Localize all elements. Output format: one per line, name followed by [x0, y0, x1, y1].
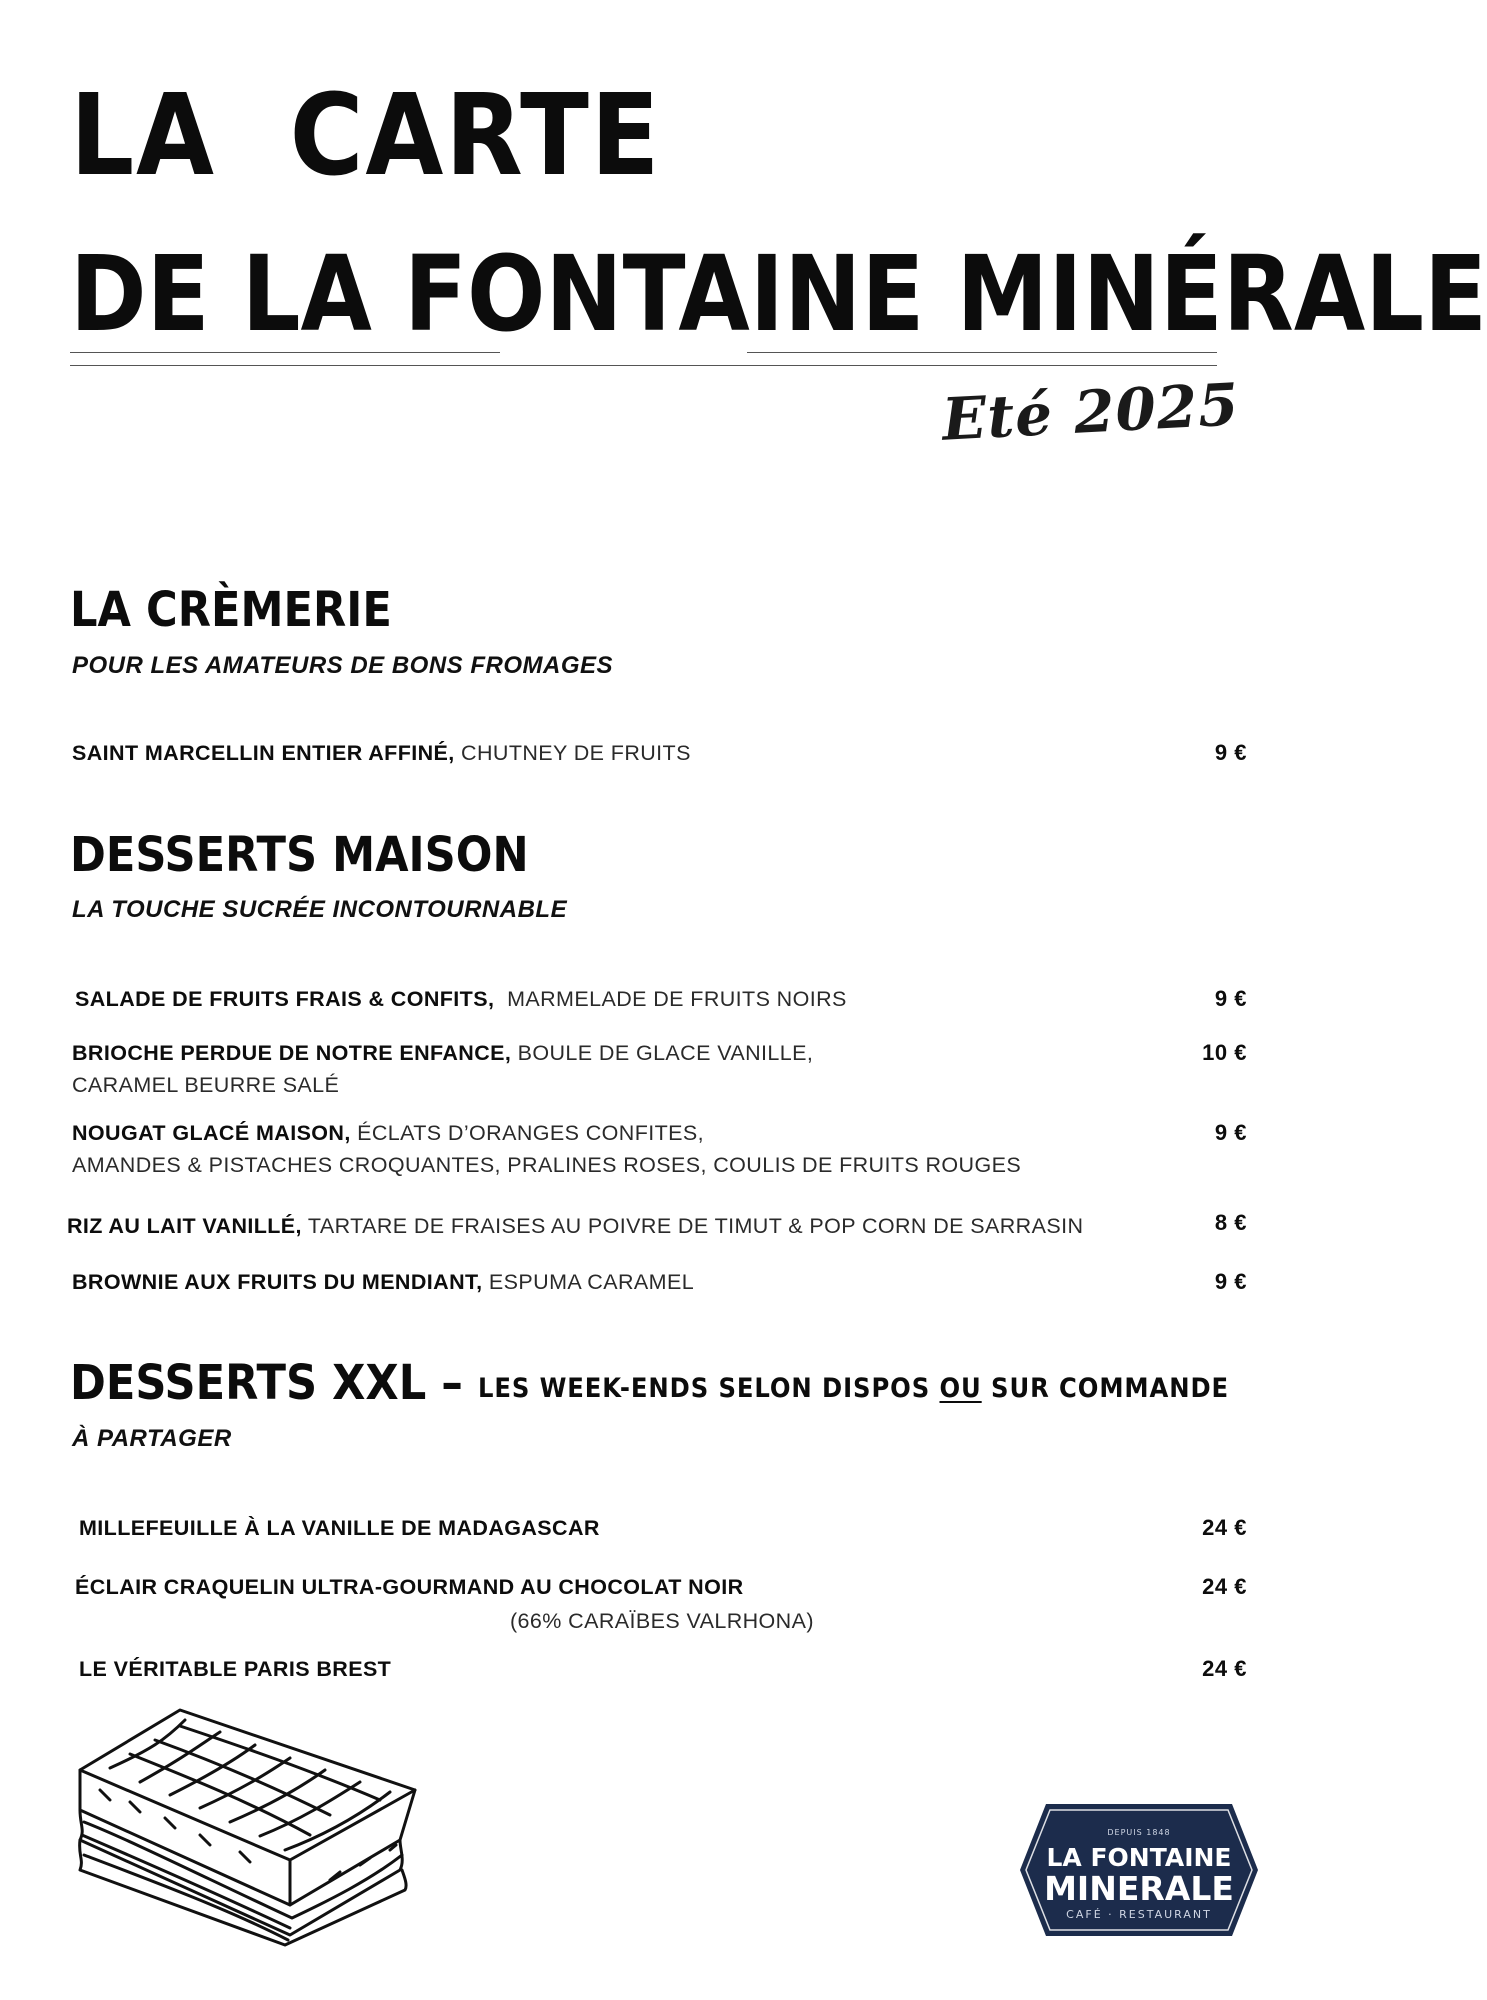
item-price: 9 € — [1214, 1120, 1247, 1145]
item-name: MILLEFEUILLE À LA VANILLE DE MADAGASCAR — [79, 1516, 600, 1540]
page-title-line-2: DE LA FONTAINE MINÉRALE — [70, 233, 1487, 355]
section-title-desserts-maison: DESSERTS MAISON — [70, 827, 529, 883]
logo-line-3: CAFÉ · RESTAURANT — [1066, 1908, 1212, 1921]
section-title-dash: – — [426, 1355, 478, 1411]
item-description: MARMELADE DE FRUITS NOIRS — [494, 987, 847, 1011]
item-price: 9 € — [1214, 740, 1247, 765]
item-price: 24 € — [1202, 1574, 1247, 1599]
section-subtitle-desserts-maison: LA TOUCHE SUCRÉE INCONTOURNABLE — [72, 896, 568, 923]
item-price: 24 € — [1202, 1515, 1247, 1540]
section-title-desserts-xxl — [70, 1355, 1230, 1411]
note-or: OU — [939, 1372, 982, 1404]
item-name: ÉCLAIR CRAQUELIN ULTRA-GOURMAND AU CHOCOLAT NOIR — [75, 1575, 744, 1599]
item-description-line-2: AMANDES & PISTACHES CROQUANTES, PRALINES ROSES, COULIS DE FRUITS ROUGES — [72, 1153, 1022, 1177]
item-name: RIZ AU LAIT VANILLÉ, — [67, 1214, 302, 1238]
menu-item — [67, 1210, 1177, 1242]
item-name: SAINT MARCELLIN ENTIER AFFINÉ, — [72, 741, 455, 765]
item-price: 10 € — [1202, 1040, 1247, 1065]
note-part-b: SUR COMMANDE — [981, 1372, 1230, 1404]
note-part-a: LES WEEK-ENDS SELON DISPOS — [477, 1372, 940, 1404]
item-description: TARTARE DE FRAISES AU POIVRE DE TIMUT & POP CORN DE SARRASIN — [301, 1214, 1084, 1238]
item-description: ÉCLATS D’ORANGES CONFITES, — [350, 1121, 704, 1145]
title-divider-right — [747, 352, 1217, 353]
item-description: BOULE DE GLACE VANILLE, — [511, 1041, 814, 1065]
section-subtitle-desserts-xxl: À PARTAGER — [72, 1425, 232, 1452]
item-price: 24 € — [1202, 1656, 1247, 1681]
logo-line-2: MINERALE — [1044, 1869, 1234, 1908]
item-description: CHUTNEY DE FRUITS — [454, 741, 691, 765]
item-price: 9 € — [1214, 1269, 1247, 1294]
menu-item — [72, 1037, 1162, 1101]
section-title-text: DESSERTS XXL — [70, 1355, 427, 1411]
menu-item — [72, 737, 1162, 769]
restaurant-logo — [1016, 1800, 1262, 1940]
menu-item — [75, 1571, 1165, 1603]
title-divider-bottom — [70, 365, 1217, 366]
menu-item — [72, 1266, 1162, 1298]
item-price: 9 € — [1214, 986, 1247, 1011]
menu-item — [72, 1117, 1162, 1181]
item-description: ESPUMA CARAMEL — [482, 1270, 695, 1294]
item-name: LE VÉRITABLE PARIS BREST — [79, 1657, 392, 1681]
millefeuille-illustration — [70, 1690, 430, 1950]
page-title-line-1: LA CARTE — [70, 71, 662, 201]
section-title-cremerie: LA CRÈMERIE — [70, 582, 392, 638]
season-label: Eté 2025 — [940, 370, 1242, 454]
logo-since: DEPUIS 1848 — [1107, 1828, 1171, 1837]
section-subtitle-cremerie: POUR LES AMATEURS DE BONS FROMAGES — [72, 652, 614, 679]
menu-item — [79, 1653, 1169, 1685]
section-title-note — [478, 1373, 1229, 1404]
item-price: 8 € — [1214, 1210, 1247, 1235]
item-name: SALADE DE FRUITS FRAIS & CONFITS, — [75, 987, 495, 1011]
item-name: NOUGAT GLACÉ MAISON, — [72, 1121, 351, 1145]
title-divider-left — [70, 352, 500, 353]
logo-line-1: LA FONTAINE — [1046, 1843, 1232, 1872]
item-name: BROWNIE AUX FRUITS DU MENDIANT, — [72, 1270, 483, 1294]
menu-item — [79, 1512, 1169, 1544]
item-description-line-2: CARAMEL BEURRE SALÉ — [72, 1073, 340, 1097]
menu-item — [75, 983, 1165, 1015]
item-name: BRIOCHE PERDUE DE NOTRE ENFANCE, — [72, 1041, 512, 1065]
item-description-line-2: (66% CARAÏBES VALRHONA) — [510, 1609, 814, 1633]
